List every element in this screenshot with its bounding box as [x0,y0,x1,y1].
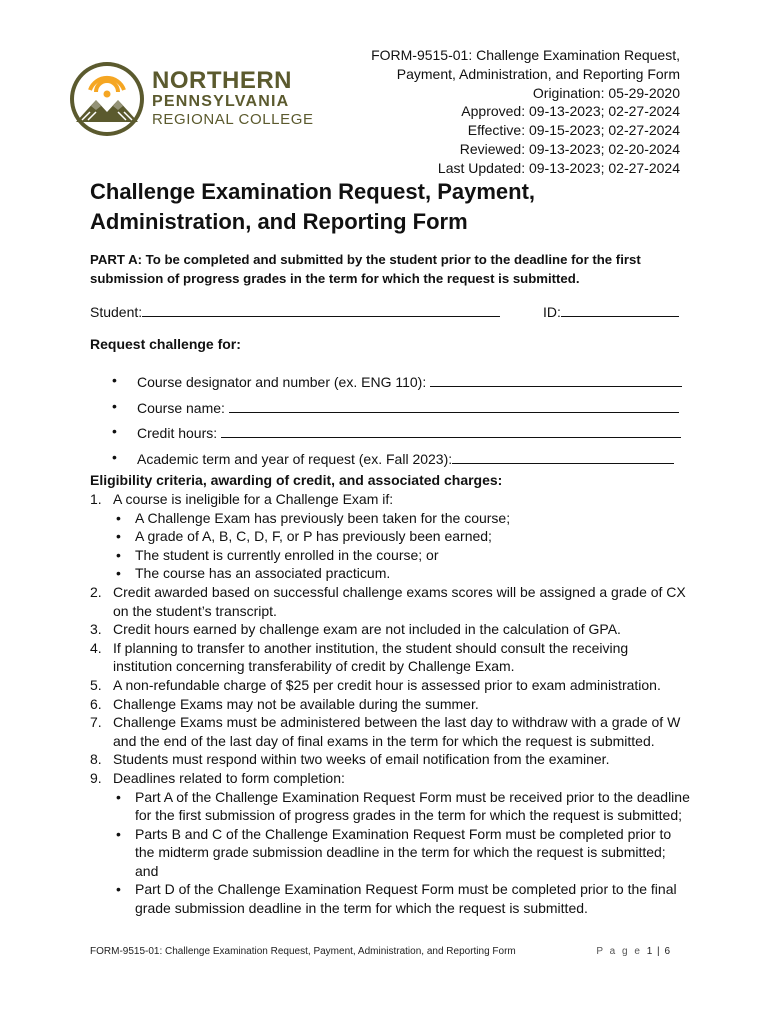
sub-item: • A grade of A, B, C, D, F, or P has previously been earned; [116,528,492,545]
id-label: ID: [543,304,561,320]
bullet-icon: • [116,528,121,545]
request-challenge-title: Request challenge for: [90,336,241,352]
academic-term-field[interactable] [452,449,674,464]
field-label: Academic term and year of request (ex. Fall 2023): [137,450,453,467]
field-label: Course designator and number (ex. ENG 110): [137,374,427,390]
rule-item: 7. Challenge Exams must be administered between the last day to withdraw with a grade of W and the end of the last day of final exams in the term for which the request is submitted. [90,714,681,749]
page-total: 6 [664,946,670,957]
form-id-line-2: Payment, Administration, and Reporting Form [396,65,680,82]
student-field[interactable] [142,302,500,317]
course-name-field[interactable] [229,398,679,413]
title-line-1: Challenge Examination Request, Payment, [90,179,536,204]
field-label: Course name: [137,399,225,416]
rule-item: 6. Challenge Exams may not be available during the summer. [90,695,479,712]
origination-date: Origination: 05-29-2020 [532,84,680,101]
page-separator: | [657,946,660,957]
last-updated-date: Last Updated: 09-13-2023; 02-27-2024 [437,159,680,176]
part-a-instructions: PART A: To be completed and submitted by the student prior to the deadline for the first submission of progress grades in the term for which the request is submitted. [90,252,641,286]
sub-item: • A Challenge Exam has previously been taken for the course; [116,509,511,526]
rule-item: 2. Credit awarded based on successful challenge exams scores will be assigned a grade of CX on the student’s transcript. [90,583,686,619]
logo-mountain-icon [68,60,146,138]
rule-item: 4. If planning to transfer to another institution, the student should consult the receiving institution concerning transferability of credit by Challenge Exam. [90,639,629,675]
field-label: Credit hours: [137,425,218,441]
bullet-icon: • [116,565,121,582]
approved-date: Approved: 09-13-2023; 02-27-2024 [461,103,680,120]
id-row [543,302,679,321]
bullet-icon: • [116,546,121,563]
rule-item: 3. Credit hours earned by challenge exam are not included in the calculation of GPA. [90,621,621,638]
list-item [112,449,682,475]
list-item [112,398,682,424]
bullet-icon: • [112,423,117,439]
eligibility-title: Eligibility criteria, awarding of credit, and associated charges: [90,472,503,488]
bullet-icon: • [116,881,121,898]
credit-hours-field[interactable] [221,423,681,438]
title-line-2: Administration, and Reporting Form [90,209,468,234]
request-fields-list [112,372,682,474]
effective-date: Effective: 09-15-2023; 02-27-2024 [467,122,680,139]
sub-item: • The student is currently enrolled in the course; or [116,546,439,563]
bullet-icon: • [112,372,117,388]
rule-item: 8. Students must respond within two weeks of email notification from the examiner. [90,751,610,768]
course-designator-field[interactable] [430,372,682,387]
page-current: 1 [646,946,653,957]
bullet-icon: • [116,509,121,526]
logo-wordmark [152,67,314,128]
sub-item: • Parts B and C of the Challenge Examination Request Form must be completed prior to the midterm grade submission deadline in the term for which the request is submitted; and [116,825,672,879]
id-field[interactable] [561,302,679,317]
eligibility-rules [90,490,690,918]
sub-item: • Part A of the Challenge Examination Request Form must be received prior to the deadline for the first submission of progress grades in the term for which the request is submitted; [116,788,690,824]
bullet-icon: • [116,788,121,805]
bullet-icon: • [112,448,117,465]
footer-form-name: FORM-9515-01: Challenge Examination Request, Payment, Administration, and Reporting Form [90,946,516,957]
form-meta-block [371,46,680,178]
logo-line-3: REGIONAL COLLEGE [152,111,314,128]
rule-item: 1. A course is ineligible for a Challenge Exam if: [90,491,394,507]
bullet-icon: • [116,825,121,842]
list-item [112,423,682,449]
student-label: Student: [90,304,143,320]
sub-item: • The course has an associated practicum. [116,565,391,582]
page-indicator [596,946,670,957]
college-logo [68,60,318,138]
logo-line-1: NORTHERN [152,67,292,94]
list-item [112,372,682,398]
page-title [90,177,690,237]
student-row [90,302,500,321]
form-id-line-1: FORM-9515-01: Challenge Examination Request, [371,47,680,63]
rule-item: 9. Deadlines related to form completion: [90,769,345,786]
rule-item: 5. A non-refundable charge of $25 per credit hour is assessed prior to exam administration. [90,676,661,693]
bullet-icon: • [112,397,117,414]
logo-line-2: PENNSYLVANIA [152,93,290,110]
page-label: P a g e [596,946,642,957]
reviewed-date: Reviewed: 09-13-2023; 02-20-2024 [459,140,680,157]
sub-item: • Part D of the Challenge Examination Request Form must be completed prior to the final grade submission deadline in the term for which the request is submitted. [116,881,677,917]
